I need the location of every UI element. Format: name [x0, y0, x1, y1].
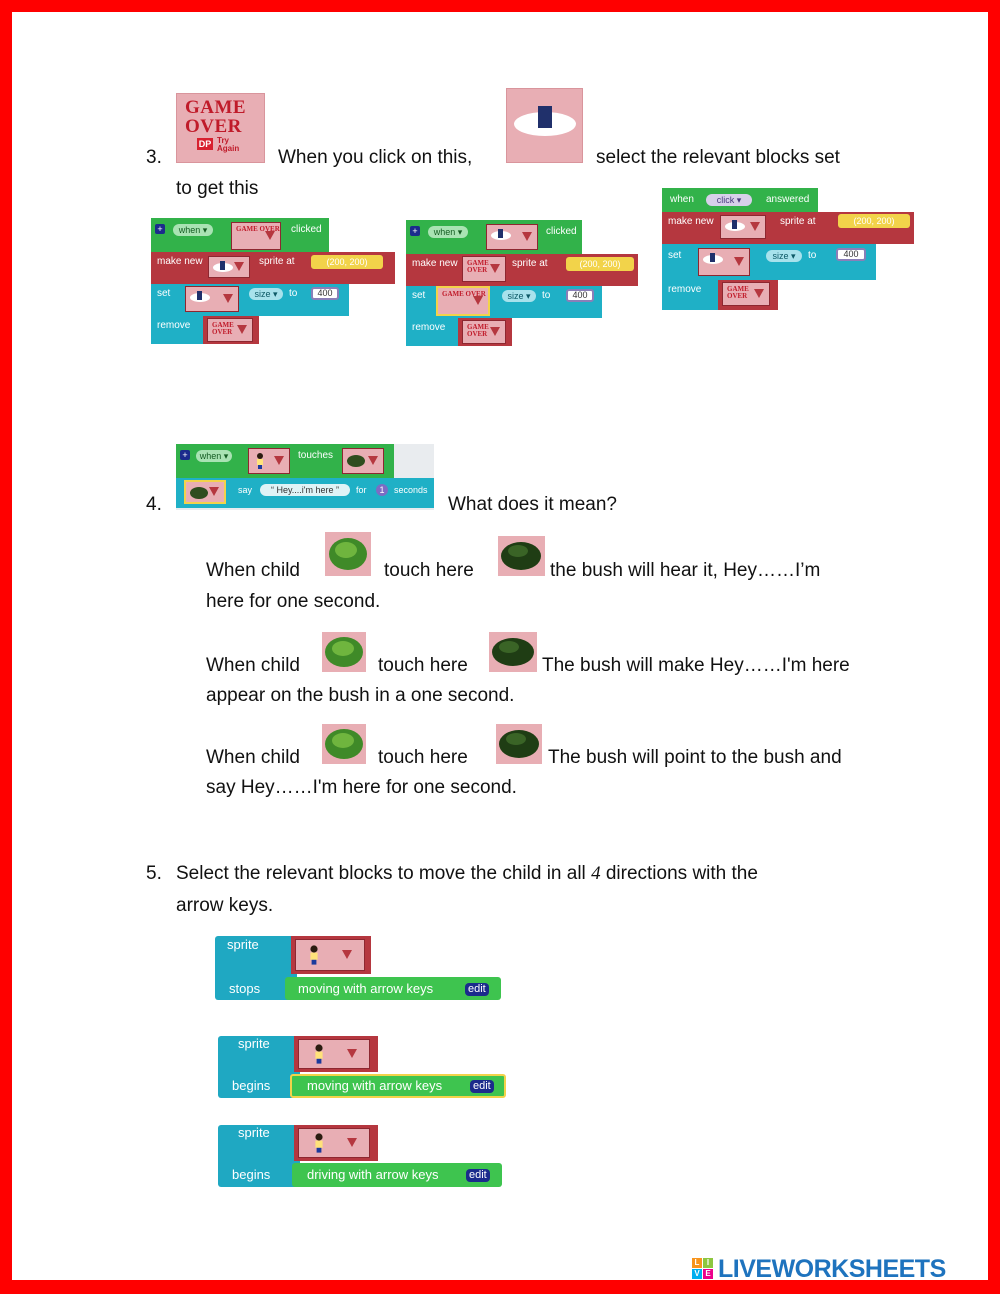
chevron-down-icon [490, 264, 500, 273]
question-5-line-1 [176, 862, 758, 886]
game-over-line1: GAME [185, 97, 247, 118]
sprite-label: sprite [227, 937, 259, 952]
stops-label: stops [229, 981, 261, 996]
chevron-down-icon [750, 222, 760, 231]
logo-cell-e: E [703, 1269, 713, 1279]
chevron-down-icon [368, 456, 378, 465]
begins-label: begins [232, 1078, 271, 1093]
answered-label: answered [766, 194, 810, 205]
remove-label: remove [157, 320, 191, 331]
game-over-sprite-slot[interactable]: GAME OVER [462, 320, 506, 344]
click-dropdown[interactable]: click ▾ [706, 194, 752, 206]
q3-block-set-1[interactable] [151, 218, 368, 348]
chevron-down-icon [234, 262, 244, 271]
remote-sprite-slot[interactable] [208, 256, 250, 278]
set-label: set [668, 250, 682, 261]
bush-icon [347, 455, 365, 467]
clicked-label: clicked [546, 226, 577, 237]
game-over-sprite-slot[interactable]: GAME OVER [462, 256, 506, 282]
light-bush-image [322, 632, 366, 672]
game-over-line2: OVER [185, 116, 242, 137]
bush-sprite-slot[interactable] [184, 480, 226, 504]
light-bush-image [325, 532, 371, 576]
touches-label: touches [298, 450, 334, 461]
when-dropdown[interactable]: when ▾ [428, 226, 468, 238]
size-dropdown[interactable]: size ▾ [502, 290, 536, 302]
option-2-text-a: When child [206, 655, 300, 676]
chevron-down-icon [265, 231, 275, 240]
chevron-down-icon [473, 296, 483, 305]
size-dropdown[interactable]: size ▾ [249, 288, 283, 300]
bush-icon [190, 487, 208, 499]
dark-bush-image [489, 632, 537, 672]
question-5-count: 4 [591, 863, 601, 884]
option-3-text-c: The bush will point to the bush and [548, 747, 842, 768]
q5-block-1[interactable] [215, 936, 505, 1002]
set-label: set [157, 288, 171, 299]
child-icon [309, 945, 319, 964]
begins-label: begins [232, 1167, 271, 1182]
clicked-label: clicked [291, 224, 322, 235]
action-label: moving with arrow keys [307, 1078, 443, 1093]
game-over-sprite-slot[interactable]: GAME OVER [207, 318, 253, 342]
sprite-label: sprite [238, 1036, 270, 1051]
size-value[interactable]: 400 [311, 287, 339, 300]
remote-sprite-slot[interactable] [698, 248, 750, 276]
plus-icon: + [180, 450, 190, 460]
child-sprite-slot[interactable] [298, 1039, 370, 1069]
to-label: to [542, 290, 551, 301]
sprite-label: sprite [238, 1125, 270, 1140]
option-2-text-c: The bush will make Hey……I'm here [542, 655, 850, 676]
sprite-at-label: sprite at [259, 256, 295, 267]
q4-code-block [176, 444, 434, 510]
make-new-label: make new [668, 216, 714, 227]
remove-label: remove [668, 284, 702, 295]
chevron-down-icon [522, 232, 532, 241]
seconds-label: seconds [394, 485, 428, 495]
option-1-text-a: When child [206, 560, 300, 581]
q3-block-set-3[interactable] [662, 188, 922, 318]
size-value[interactable]: 400 [836, 248, 866, 261]
make-new-label: make new [412, 258, 458, 269]
remove-label: remove [412, 322, 446, 333]
remote-sprite-slot[interactable] [720, 215, 766, 239]
chevron-down-icon [347, 1049, 357, 1058]
say-label: say [238, 485, 253, 495]
coords-value[interactable]: (200, 200) [838, 214, 910, 228]
message-value[interactable]: “ Hey....i'm here ” [260, 484, 350, 496]
sprite-at-label: sprite at [780, 216, 816, 227]
action-label: driving with arrow keys [307, 1167, 439, 1182]
seconds-value[interactable]: 1 [376, 484, 388, 496]
question-4-text: What does it mean? [448, 494, 617, 515]
set-label: set [412, 290, 426, 301]
for-label: for [356, 485, 367, 495]
child-sprite-slot[interactable] [295, 939, 365, 971]
question-5-line-1b: directions with the [605, 863, 758, 884]
option-3-text-a: When child [206, 747, 300, 768]
chevron-down-icon [209, 487, 219, 496]
question-3-number: 3. [146, 147, 162, 168]
make-new-label: make new [157, 256, 203, 267]
chevron-down-icon [347, 1138, 357, 1147]
question-3-text-c: to get this [176, 178, 259, 199]
try-label: Try [217, 136, 230, 145]
again-label: Again [217, 144, 240, 153]
dark-bush-image [496, 724, 542, 764]
to-label: to [808, 250, 817, 261]
light-bush-image [322, 724, 366, 764]
dark-bush-image [498, 536, 545, 576]
game-over-sprite-slot[interactable]: GAME OVER [231, 222, 281, 250]
question-5-line-2: arrow keys. [176, 895, 274, 916]
bush-sprite-slot[interactable] [342, 448, 384, 474]
option-2-text-b: touch here [378, 655, 468, 676]
option-1-text-b: touch here [384, 560, 474, 581]
option-2-text-d: appear on the bush in a one second. [206, 685, 515, 706]
when-dropdown[interactable]: when ▾ [173, 224, 213, 236]
plus-icon: + [155, 224, 165, 234]
option-1-text-d: here for one second. [206, 591, 381, 612]
chevron-down-icon [734, 257, 744, 266]
logo-grid-icon [692, 1258, 714, 1280]
child-icon [314, 1044, 324, 1063]
when-label: when [670, 194, 694, 205]
q3-block-set-2[interactable] [406, 220, 636, 350]
question-5-line-1a: Select the relevant blocks to move the child in all [176, 863, 586, 884]
chevron-down-icon [342, 950, 352, 959]
plus-icon: + [410, 226, 420, 236]
logo-cell-i: I [703, 1258, 713, 1268]
question-4-number: 4. [146, 494, 162, 515]
when-dropdown[interactable]: when ▾ [196, 450, 232, 462]
edit-button[interactable]: edit [465, 983, 489, 996]
coords-value[interactable]: (200, 200) [566, 257, 634, 271]
q5-block-2[interactable] [218, 1036, 510, 1102]
sprite-at-label: sprite at [512, 258, 548, 269]
chevron-down-icon [274, 456, 284, 465]
question-3-text-b: select the relevant blocks set [596, 147, 840, 168]
chevron-down-icon [223, 294, 233, 303]
remote-control-image [506, 88, 583, 163]
child-icon [314, 1133, 324, 1152]
child-sprite-slot[interactable] [298, 1128, 370, 1158]
coords-value[interactable]: (200, 200) [311, 255, 383, 269]
game-over-sprite-slot[interactable]: GAME OVER [436, 286, 490, 316]
game-over-sprite-slot[interactable]: GAME OVER [722, 282, 770, 306]
question-5-number: 5. [146, 863, 162, 884]
child-sprite-slot[interactable] [248, 448, 290, 474]
size-value[interactable]: 400 [566, 289, 594, 302]
remote-sprite-slot[interactable] [486, 224, 538, 250]
question-3-text-a: When you click on this, [278, 147, 473, 168]
logo-text: LIVEWORKSHEETS [718, 1255, 946, 1283]
child-icon [256, 453, 264, 469]
dp-badge: DP [198, 139, 212, 149]
chevron-down-icon [754, 289, 764, 298]
remote-sprite-slot[interactable] [185, 286, 239, 312]
action-label: moving with arrow keys [298, 981, 434, 996]
chevron-down-icon [490, 327, 500, 336]
option-1-text-c: the bush will hear it, Hey……I’m [550, 560, 821, 581]
option-3-text-b: touch here [378, 747, 468, 768]
to-label: to [289, 288, 298, 299]
option-3-text-d: say Hey……I'm here for one second. [206, 777, 517, 798]
game-over-image [176, 93, 265, 163]
logo-cell-l: L [692, 1258, 702, 1268]
edit-button[interactable]: edit [466, 1169, 490, 1182]
edit-button[interactable]: edit [470, 1080, 494, 1093]
chevron-down-icon [237, 325, 247, 334]
q5-block-3[interactable] [218, 1125, 510, 1191]
logo-cell-v: V [692, 1269, 702, 1279]
size-dropdown[interactable]: size ▾ [766, 250, 802, 262]
